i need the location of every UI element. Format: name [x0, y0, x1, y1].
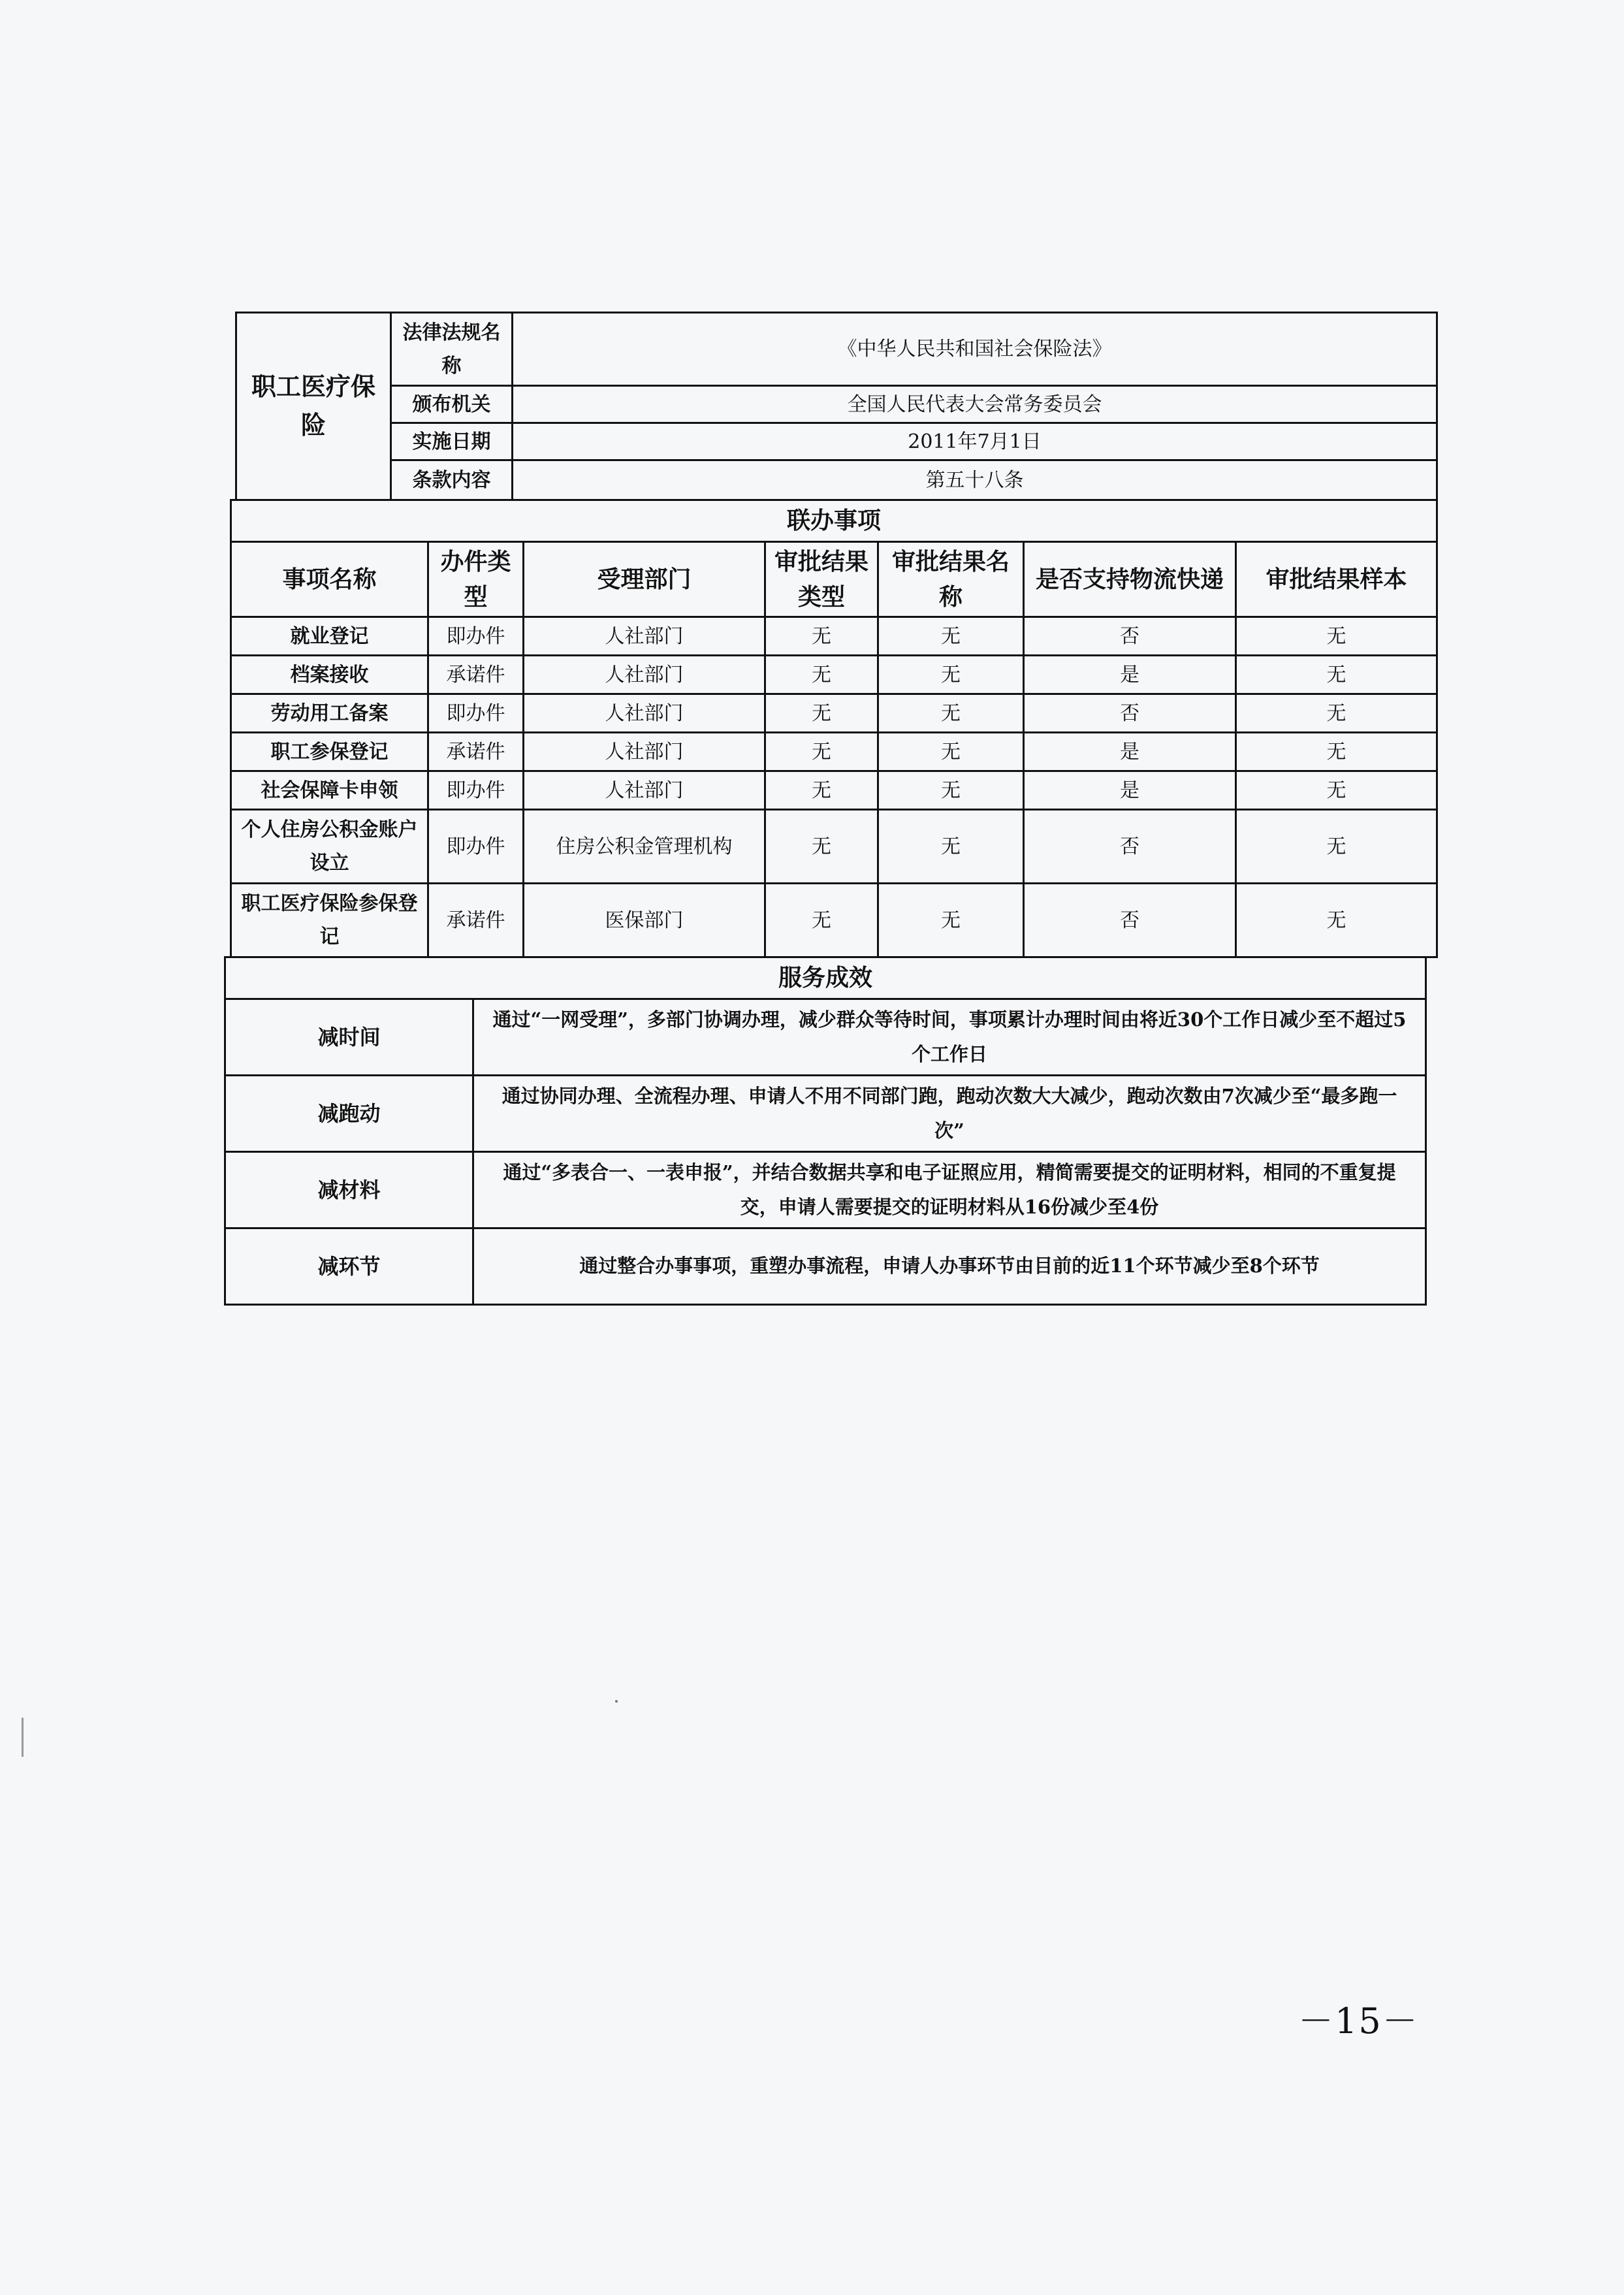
table-row — [231, 694, 1437, 733]
result-text: 通过协同办理、全流程办理、申请人不用不同部门跑，跑动次数大大减少，跑动次数由7次减少至“最多跑一次” — [473, 1076, 1426, 1152]
table-cell: 无 — [1236, 656, 1437, 694]
result-row — [225, 1076, 1426, 1152]
table-cell: 无 — [765, 771, 878, 810]
basis-label: 颁布机关 — [391, 386, 513, 423]
table-cell: 是 — [1024, 733, 1236, 771]
table-row — [231, 656, 1437, 694]
table-cell: 无 — [878, 810, 1024, 884]
basis-value: 《中华人民共和国社会保险法》 — [513, 313, 1437, 386]
table-cell: 无 — [878, 617, 1024, 656]
basis-label: 法律法规名称 — [391, 313, 513, 386]
item-name-cell: 职工医疗保险参保登记 — [231, 884, 428, 957]
table-row — [231, 733, 1437, 771]
joint-items-title-row — [231, 500, 1437, 542]
table-cell: 否 — [1024, 617, 1236, 656]
basis-label: 实施日期 — [391, 423, 513, 460]
insurance-name: 职工医疗保险 — [236, 313, 391, 500]
table-cell: 无 — [765, 884, 878, 957]
table-cell: 承诺件 — [428, 656, 524, 694]
legal-basis-row — [236, 386, 1437, 423]
column-header: 办件类型 — [428, 542, 524, 617]
legal-basis-row — [236, 423, 1437, 460]
legal-basis-table — [235, 312, 1438, 501]
legal-basis-row — [236, 460, 1437, 500]
table-cell: 无 — [765, 694, 878, 733]
table-cell: 无 — [878, 884, 1024, 957]
section-title: 服务成效 — [225, 957, 1426, 999]
basis-value: 全国人民代表大会常务委员会 — [513, 386, 1437, 423]
table-cell: 即办件 — [428, 694, 524, 733]
legal-basis-row — [236, 313, 1437, 386]
item-name-cell: 个人住房公积金账户设立 — [231, 810, 428, 884]
result-label: 减时间 — [225, 999, 473, 1076]
result-label: 减跑动 — [225, 1076, 473, 1152]
table-cell: 无 — [878, 771, 1024, 810]
item-name-cell: 社会保障卡申领 — [231, 771, 428, 810]
basis-value: 第五十八条 — [513, 460, 1437, 500]
table-cell: 无 — [1236, 617, 1437, 656]
table-cell: 无 — [765, 617, 878, 656]
item-name-cell: 档案接收 — [231, 656, 428, 694]
table-cell: 否 — [1024, 694, 1236, 733]
result-label: 减环节 — [225, 1228, 473, 1305]
table-row — [231, 884, 1437, 957]
result-text: 通过“多表合一、一表申报”，并结合数据共享和电子证照应用，精简需要提交的证明材料，相同的不重复提交，申请人需要提交的证明材料从16份减少至4份 — [473, 1152, 1426, 1228]
table-cell: 无 — [1236, 694, 1437, 733]
result-row — [225, 1228, 1426, 1305]
table-cell: 无 — [765, 733, 878, 771]
table-cell: 即办件 — [428, 617, 524, 656]
table-cell: 即办件 — [428, 810, 524, 884]
column-header: 审批结果类型 — [765, 542, 878, 617]
scan-artifact — [615, 1700, 618, 1703]
service-results-table — [224, 956, 1427, 1306]
table-cell: 人社部门 — [524, 733, 765, 771]
table-cell: 人社部门 — [524, 771, 765, 810]
joint-items-header-row — [231, 542, 1437, 617]
table-cell: 人社部门 — [524, 694, 765, 733]
table-cell: 无 — [765, 656, 878, 694]
scan-artifact — [22, 1718, 24, 1757]
table-cell: 人社部门 — [524, 617, 765, 656]
item-name-cell: 就业登记 — [231, 617, 428, 656]
page-number: －15－ — [1298, 2000, 1419, 2042]
table-cell: 即办件 — [428, 771, 524, 810]
table-cell: 人社部门 — [524, 656, 765, 694]
table-cell: 否 — [1024, 810, 1236, 884]
table-cell: 否 — [1024, 884, 1236, 957]
result-row — [225, 999, 1426, 1076]
column-header: 审批结果名称 — [878, 542, 1024, 617]
table-row — [231, 617, 1437, 656]
table-cell: 无 — [878, 694, 1024, 733]
table-cell: 无 — [1236, 810, 1437, 884]
table-cell: 承诺件 — [428, 733, 524, 771]
result-text: 通过“一网受理”，多部门协调办理，减少群众等待时间，事项累计办理时间由将近30个工作日减少至不超过5个工作日 — [473, 999, 1426, 1076]
result-row — [225, 1152, 1426, 1228]
column-header: 审批结果样本 — [1236, 542, 1437, 617]
table-cell: 无 — [765, 810, 878, 884]
table-cell: 承诺件 — [428, 884, 524, 957]
table-cell: 无 — [1236, 733, 1437, 771]
table-row — [231, 810, 1437, 884]
joint-items-table — [230, 499, 1438, 958]
result-label: 减材料 — [225, 1152, 473, 1228]
column-header: 事项名称 — [231, 542, 428, 617]
table-cell: 是 — [1024, 771, 1236, 810]
basis-value: 2011年7月1日 — [513, 423, 1437, 460]
basis-label: 条款内容 — [391, 460, 513, 500]
table-cell: 无 — [1236, 884, 1437, 957]
table-row — [231, 771, 1437, 810]
table-cell: 是 — [1024, 656, 1236, 694]
table-cell: 住房公积金管理机构 — [524, 810, 765, 884]
table-cell: 无 — [878, 656, 1024, 694]
service-results-title-row — [225, 957, 1426, 999]
section-title: 联办事项 — [231, 500, 1437, 542]
result-text: 通过整合办事事项，重塑办事流程，申请人办事环节由目前的近11个环节减少至8个环节 — [473, 1228, 1426, 1305]
item-name-cell: 职工参保登记 — [231, 733, 428, 771]
table-cell: 医保部门 — [524, 884, 765, 957]
item-name-cell: 劳动用工备案 — [231, 694, 428, 733]
table-cell: 无 — [878, 733, 1024, 771]
table-cell: 无 — [1236, 771, 1437, 810]
column-header: 受理部门 — [524, 542, 765, 617]
column-header: 是否支持物流快递 — [1024, 542, 1236, 617]
